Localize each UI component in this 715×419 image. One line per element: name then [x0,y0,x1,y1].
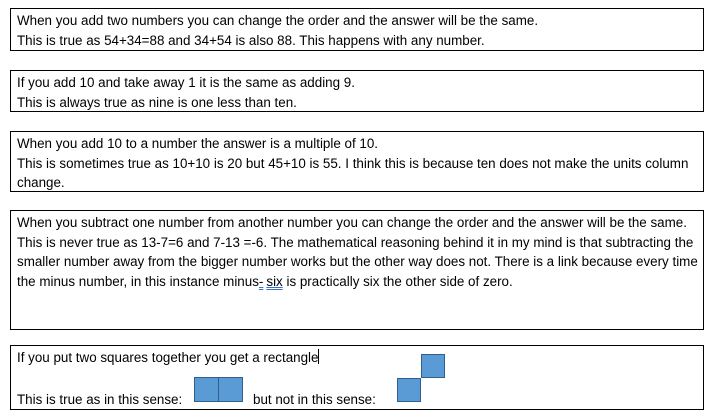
statement-box-1 [10,8,704,51]
statement-5-claim: If you put two squares together you get a rectangle [17,350,319,365]
statement-box-2 [10,70,704,112]
rectangle-square-left [194,377,219,402]
statement-5-explanation [17,390,376,410]
statement-1-claim: When you add two numbers you can change the order and the answer will be the same. [17,13,539,28]
statement-3-explanation: This is sometimes true as 10+10 is 20 but 45+10 is 55. I think this is because ten does not make the units column change. [17,155,689,190]
true-sense-label: This is true as in this sense: [17,392,183,407]
statement-5-claim-line[interactable] [17,348,698,368]
text-cursor [318,349,319,364]
statement-3-claim: When you add 10 to a number the answer is a multiple of 10. [17,136,379,151]
false-sense-label: but not in this sense: [253,392,376,407]
statement-2-explanation: This is always true as nine is one less than ten. [17,94,297,110]
statement-1-explanation: This is true as 54+34=88 and 34+54 is also 88. This happens with any number. [17,32,485,48]
statement-4-underlined-word: six [266,273,283,289]
statement-2-claim: If you add 10 and take away 1 it is the same as adding 9. [17,75,355,90]
statement-box-5[interactable] [10,345,704,410]
statement-4-explanation-end: is practically six the other side of zero. [282,273,513,289]
statement-box-4 [10,210,704,330]
corner-square-bottom [397,378,421,402]
corner-square-top [421,354,445,378]
statement-4-explanation [17,233,698,292]
statement-4-claim: When you subtract one number from another number you can change the order and the answer will be the same. [17,215,687,230]
statement-box-3 [10,131,704,192]
statement-4-explanation-start: This is never true as 13-7=6 and 7-13 =-6. The mathematical reasoning behind it in my mind is that subtracting the smaller number away from the bigger number works but the other way does not. There is a link because every time the minus number, in this instance minus [17,234,698,289]
rectangle-square-right [218,377,243,402]
statement-4-dash-mark: - [258,273,264,289]
